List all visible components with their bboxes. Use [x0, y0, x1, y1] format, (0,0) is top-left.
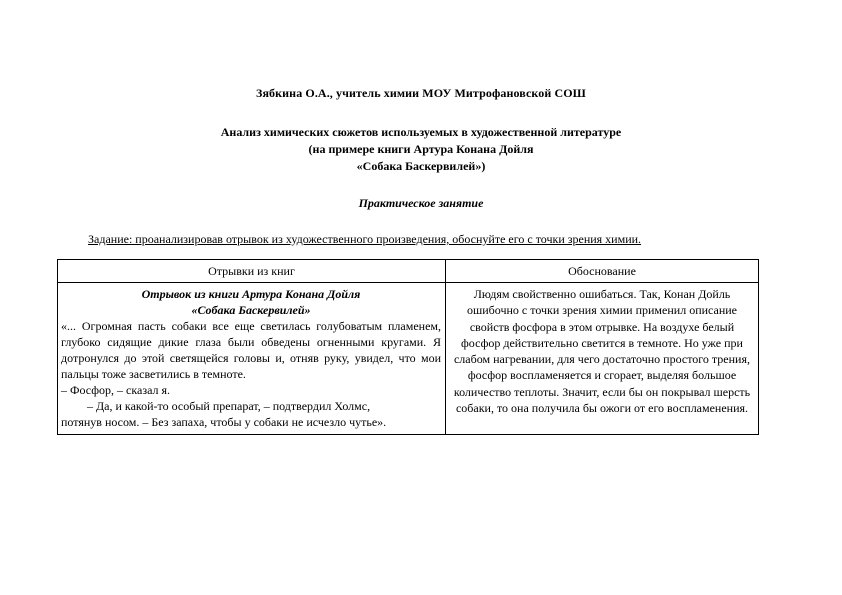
excerpt-paragraph-4: потянув носом. – Без запаха, чтобы у собаки не исчезло чутье».	[61, 415, 387, 429]
excerpt-title-line-2: «Собака Баскервилей»	[191, 303, 311, 317]
excerpt-paragraph-3: – Да, и какой-то особый препарат, – подтвердил Холмс,	[87, 399, 371, 413]
title-line-1: Анализ химических сюжетов используемых в художественной литературе	[220, 125, 622, 139]
header-excerpts: Отрывки из книг	[58, 260, 446, 283]
table-row	[58, 283, 759, 435]
subtitle: Практическое занятие	[358, 196, 484, 210]
header-justification: Обоснование	[446, 260, 759, 283]
title-line-2: (на примере книги Артура Конана Дойля	[308, 142, 534, 156]
analysis-table	[57, 259, 759, 435]
excerpt-title-line-1: Отрывок из книги Артура Конана Дойля	[141, 287, 361, 301]
task-text: Задание: проанализировав отрывок из художественного произведения, обоснуйте его с точки зрения химии.	[88, 232, 642, 246]
justification-cell: Людям свойственно ошибаться. Так, Конан Дойль ошибочно с точки зрения химии применил описание свойств фосфора в этом отрывке. На воздухе белый фосфор действительно светится в темноте. Но уже при слабом нагревании, для чего достаточно простого трения, фосфор воспламеняется и сгорает, выделяя большое количество теплоты. Значит, если бы он покрывал шерсть собаки, то она получила бы ожоги от его воспламенения.	[446, 283, 759, 435]
excerpt-paragraph-2: – Фосфор, – сказал я.	[61, 383, 171, 397]
author-line: Зябкина О.А., учитель химии МОУ Митрофановской СОШ	[256, 86, 586, 100]
excerpt-paragraph-1: «... Огромная пасть собаки все еще светилась голубоватым пламенем, глубоко сидящие дикие глаза были обведены огненными кругами. Я дотронулся до этой светящейся головы и, отняв руку, увидел, что мои пальцы тоже засветились в темноте.	[61, 319, 441, 381]
document-title	[0, 124, 842, 175]
title-line-3: «Собака Баскервилей»)	[356, 159, 486, 173]
table-header-row	[58, 260, 759, 283]
excerpt-cell	[58, 283, 446, 435]
